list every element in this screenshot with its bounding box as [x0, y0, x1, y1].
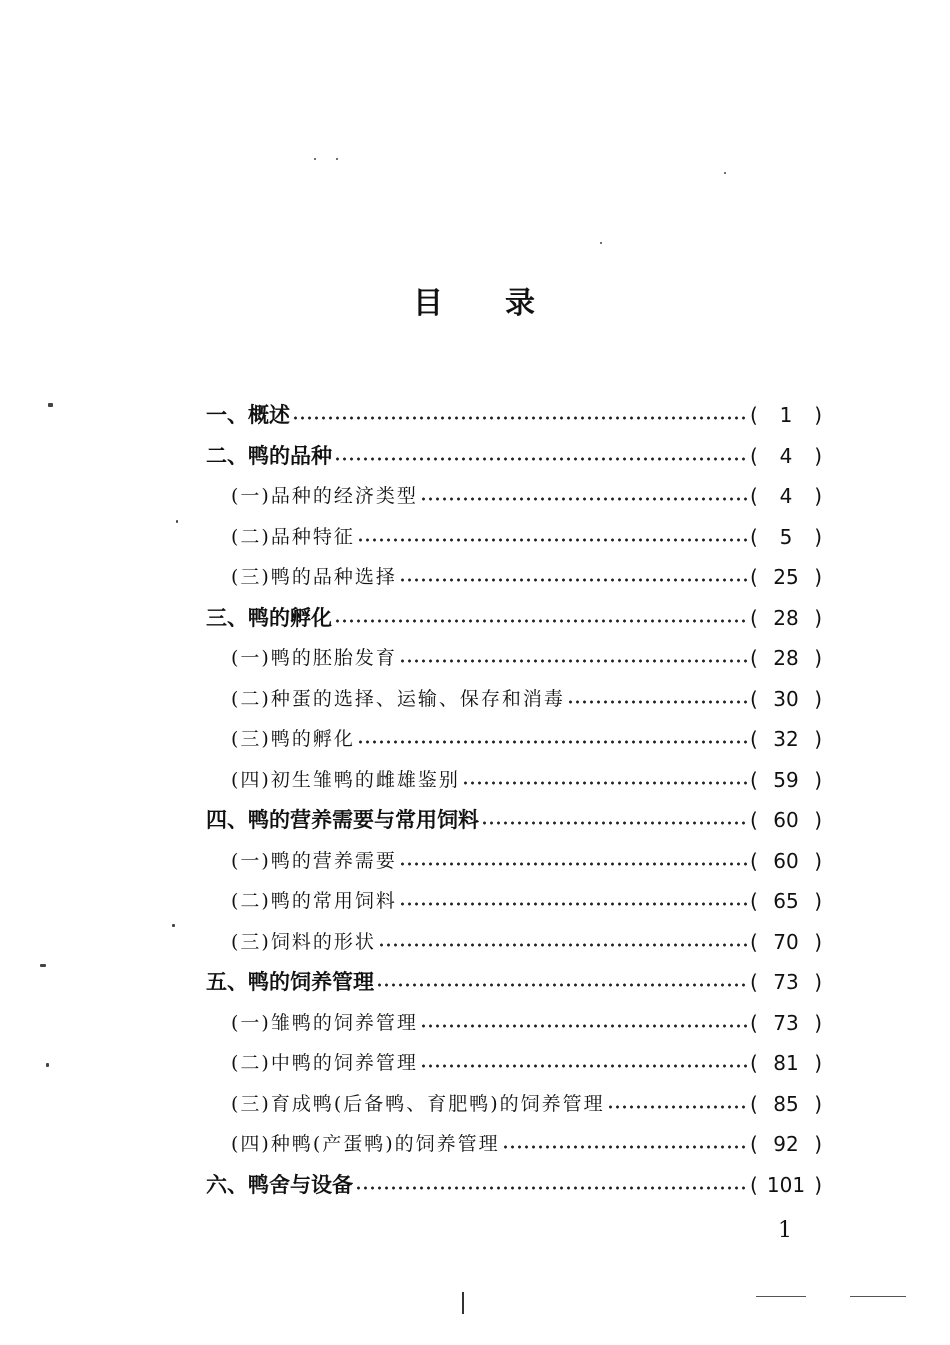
toc-entry-page	[750, 436, 822, 476]
toc-entry	[206, 800, 822, 840]
toc-entry-page-number: 92	[773, 1132, 799, 1156]
page-paren-open: (	[750, 1172, 758, 1197]
toc-entry	[231, 517, 822, 557]
toc-entry-page	[750, 598, 822, 638]
page-paren-open: (	[750, 646, 758, 670]
toc-entry-label: 二、鸭的品种	[206, 442, 332, 468]
toc-entry-label: (三)鸭的品种选择	[231, 566, 397, 588]
folio-page-number: 1	[778, 1218, 792, 1243]
dot-leader	[355, 1185, 748, 1191]
toc-entry-page	[750, 841, 822, 881]
toc-entry-label: 四、鸭的营养需要与常用饲料	[206, 807, 479, 832]
toc-entry-page-number: 32	[773, 727, 799, 751]
page-paren-close: )	[814, 1172, 822, 1197]
page-paren-open: (	[750, 1091, 758, 1116]
dot-leader	[481, 820, 748, 826]
scan-speck	[724, 172, 726, 174]
dot-leader	[399, 658, 748, 664]
toc-entry-page	[750, 881, 822, 921]
toc-entry-page	[750, 760, 822, 800]
scan-speck	[46, 1063, 49, 1067]
toc-entry	[231, 841, 822, 881]
scan-speck	[172, 924, 175, 927]
toc-entry-label: (二)中鸭的饲养管理	[231, 1052, 418, 1074]
dot-leader	[292, 415, 748, 421]
page-paren-close: )	[814, 1091, 822, 1116]
toc-entry-page-number: 65	[773, 889, 799, 913]
page-paren-close: )	[814, 605, 822, 630]
toc-entry-page	[750, 476, 822, 516]
toc-entry-page-number: 73	[773, 1010, 799, 1035]
page-paren-close: )	[814, 403, 822, 427]
toc-entry-label: (二)鸭的常用饲料	[231, 890, 397, 912]
page-paren-close: )	[814, 1132, 822, 1156]
toc-entry-page-number: 4	[779, 484, 793, 508]
scan-edge-mark	[462, 1292, 464, 1314]
page-paren-close: )	[814, 808, 822, 832]
dot-leader	[420, 1023, 748, 1029]
scan-edge-line	[756, 1296, 806, 1297]
scan-speck	[176, 520, 178, 523]
page-paren-open: (	[750, 848, 758, 873]
toc-entry	[231, 638, 822, 678]
toc-entry	[231, 679, 822, 719]
dot-leader	[376, 982, 748, 988]
toc-entry-page-number: 73	[773, 970, 799, 994]
dot-leader	[502, 1144, 748, 1150]
toc-entry	[206, 1165, 822, 1205]
page-paren-open: (	[750, 524, 758, 549]
toc-entry-page	[750, 1003, 822, 1043]
toc-entry-label: (一)雏鸭的饲养管理	[231, 1011, 418, 1034]
toc-entry-label: 六、鸭舍与设备	[206, 1171, 353, 1197]
dot-leader	[399, 861, 748, 867]
scan-edge-line	[850, 1296, 906, 1297]
page-paren-close: )	[814, 443, 822, 468]
toc-entry-page-number: 81	[773, 1051, 799, 1075]
page-paren-close: )	[814, 484, 822, 508]
scan-speck	[314, 158, 316, 160]
toc-entry-label: (三)饲料的形状	[231, 930, 376, 953]
toc-entry-page	[750, 395, 822, 435]
toc-entry-label: (三)鸭的孵化	[231, 728, 355, 750]
toc-entry-page-number: 1	[779, 403, 793, 427]
toc-entry-label: 一、概述	[206, 402, 290, 427]
toc-entry	[231, 1003, 822, 1043]
toc-entry	[206, 436, 822, 476]
page-paren-close: )	[814, 767, 822, 792]
page-paren-open: (	[750, 1132, 758, 1156]
toc-entry	[206, 395, 822, 435]
page-paren-close: )	[814, 1051, 822, 1075]
toc-entry-page	[750, 638, 822, 678]
dot-leader	[420, 496, 748, 502]
page-title	[0, 278, 950, 322]
toc-entry	[231, 476, 822, 516]
dot-leader	[399, 577, 748, 583]
toc-entry-label: (二)种蛋的选择、运输、保存和消毒	[231, 687, 565, 710]
toc-entry	[206, 962, 822, 1002]
page-paren-close: )	[814, 686, 822, 711]
toc-entry-page-number: 60	[773, 808, 799, 832]
toc-entry-page-number: 59	[773, 767, 799, 792]
scan-speck	[600, 242, 602, 244]
page-paren-close: )	[814, 565, 822, 589]
toc-entry-page-number: 70	[773, 929, 799, 954]
toc-entry	[231, 719, 822, 759]
page-paren-close: )	[814, 727, 822, 751]
toc-entry-page	[750, 1124, 822, 1164]
toc-entry-page-number: 60	[773, 848, 799, 873]
page-paren-open: (	[750, 929, 758, 954]
dot-leader	[357, 537, 748, 543]
dot-leader	[334, 618, 748, 624]
toc-entry-page-number: 28	[773, 605, 799, 630]
dot-leader	[420, 1063, 748, 1069]
dot-leader	[462, 780, 748, 786]
page-paren-open: (	[750, 767, 758, 792]
page-paren-open: (	[750, 808, 758, 832]
toc-entry	[231, 760, 822, 800]
page-paren-open: (	[750, 889, 758, 913]
toc-entry-page	[750, 1165, 822, 1205]
dot-leader	[607, 1104, 748, 1110]
toc-entry	[231, 881, 822, 921]
toc-entry-page	[750, 962, 822, 1002]
toc-entry-page	[750, 1084, 822, 1124]
toc-entry-label: (四)种鸭(产蛋鸭)的饲养管理	[231, 1133, 500, 1155]
toc-entry-page-number: 5	[779, 524, 793, 549]
toc-entry-label: 五、鸭的饲养管理	[206, 969, 374, 994]
page-paren-open: (	[750, 970, 758, 994]
page-paren-close: )	[814, 524, 822, 549]
toc-entry-page-number: 101	[766, 1172, 806, 1197]
title-char-1: 目	[413, 286, 445, 321]
toc-entry-page-number: 28	[773, 646, 799, 670]
page-paren-close: )	[814, 646, 822, 670]
scan-speck	[48, 403, 53, 407]
toc-entry-page-number: 85	[773, 1091, 799, 1116]
toc-entry-label: (四)初生雏鸭的雌雄鉴别	[231, 768, 460, 791]
page-paren-close: )	[814, 889, 822, 913]
dot-leader	[334, 456, 748, 462]
page-paren-close: )	[814, 970, 822, 994]
dot-leader	[399, 901, 748, 907]
page-paren-open: (	[750, 727, 758, 751]
toc-entry	[231, 557, 822, 597]
page-paren-open: (	[750, 403, 758, 427]
page-paren-close: )	[814, 848, 822, 873]
page-paren-close: )	[814, 1010, 822, 1035]
toc-entry	[206, 598, 822, 638]
toc-entry-page	[750, 1043, 822, 1083]
toc-entry-page-number: 30	[773, 686, 799, 711]
page-paren-open: (	[750, 1051, 758, 1075]
toc-entry	[231, 1084, 822, 1124]
dot-leader	[567, 699, 748, 705]
toc-entry-label: (一)鸭的营养需要	[231, 849, 397, 872]
toc-entry-label: (三)育成鸭(后备鸭、育肥鸭)的饲养管理	[231, 1092, 605, 1115]
toc-entry	[231, 1124, 822, 1164]
toc-entry	[231, 1043, 822, 1083]
scan-speck	[40, 964, 46, 967]
page-paren-open: (	[750, 484, 758, 508]
toc-entry-page	[750, 557, 822, 597]
toc-entry-label: 三、鸭的孵化	[206, 604, 332, 630]
toc-entry-page	[750, 679, 822, 719]
title-char-2: 录	[505, 286, 537, 321]
toc-entry-page-number: 4	[779, 443, 793, 468]
toc-entry-label: (一)鸭的胚胎发育	[231, 647, 397, 669]
page-paren-close: )	[814, 929, 822, 954]
toc-entry-page-number: 25	[773, 565, 799, 589]
page-paren-open: (	[750, 565, 758, 589]
toc-entry-label: (一)品种的经济类型	[231, 485, 418, 507]
page-paren-open: (	[750, 605, 758, 630]
toc-entry-label: (二)品种特征	[231, 525, 355, 548]
toc-entry	[231, 922, 822, 962]
page-paren-open: (	[750, 1010, 758, 1035]
toc-entry-page	[750, 922, 822, 962]
dot-leader	[357, 739, 748, 745]
page-paren-open: (	[750, 443, 758, 468]
dot-leader	[378, 942, 748, 948]
page-paren-open: (	[750, 686, 758, 711]
toc-entry-page	[750, 800, 822, 840]
scan-speck	[336, 158, 338, 160]
toc-entry-page	[750, 719, 822, 759]
toc-entry-page	[750, 517, 822, 557]
